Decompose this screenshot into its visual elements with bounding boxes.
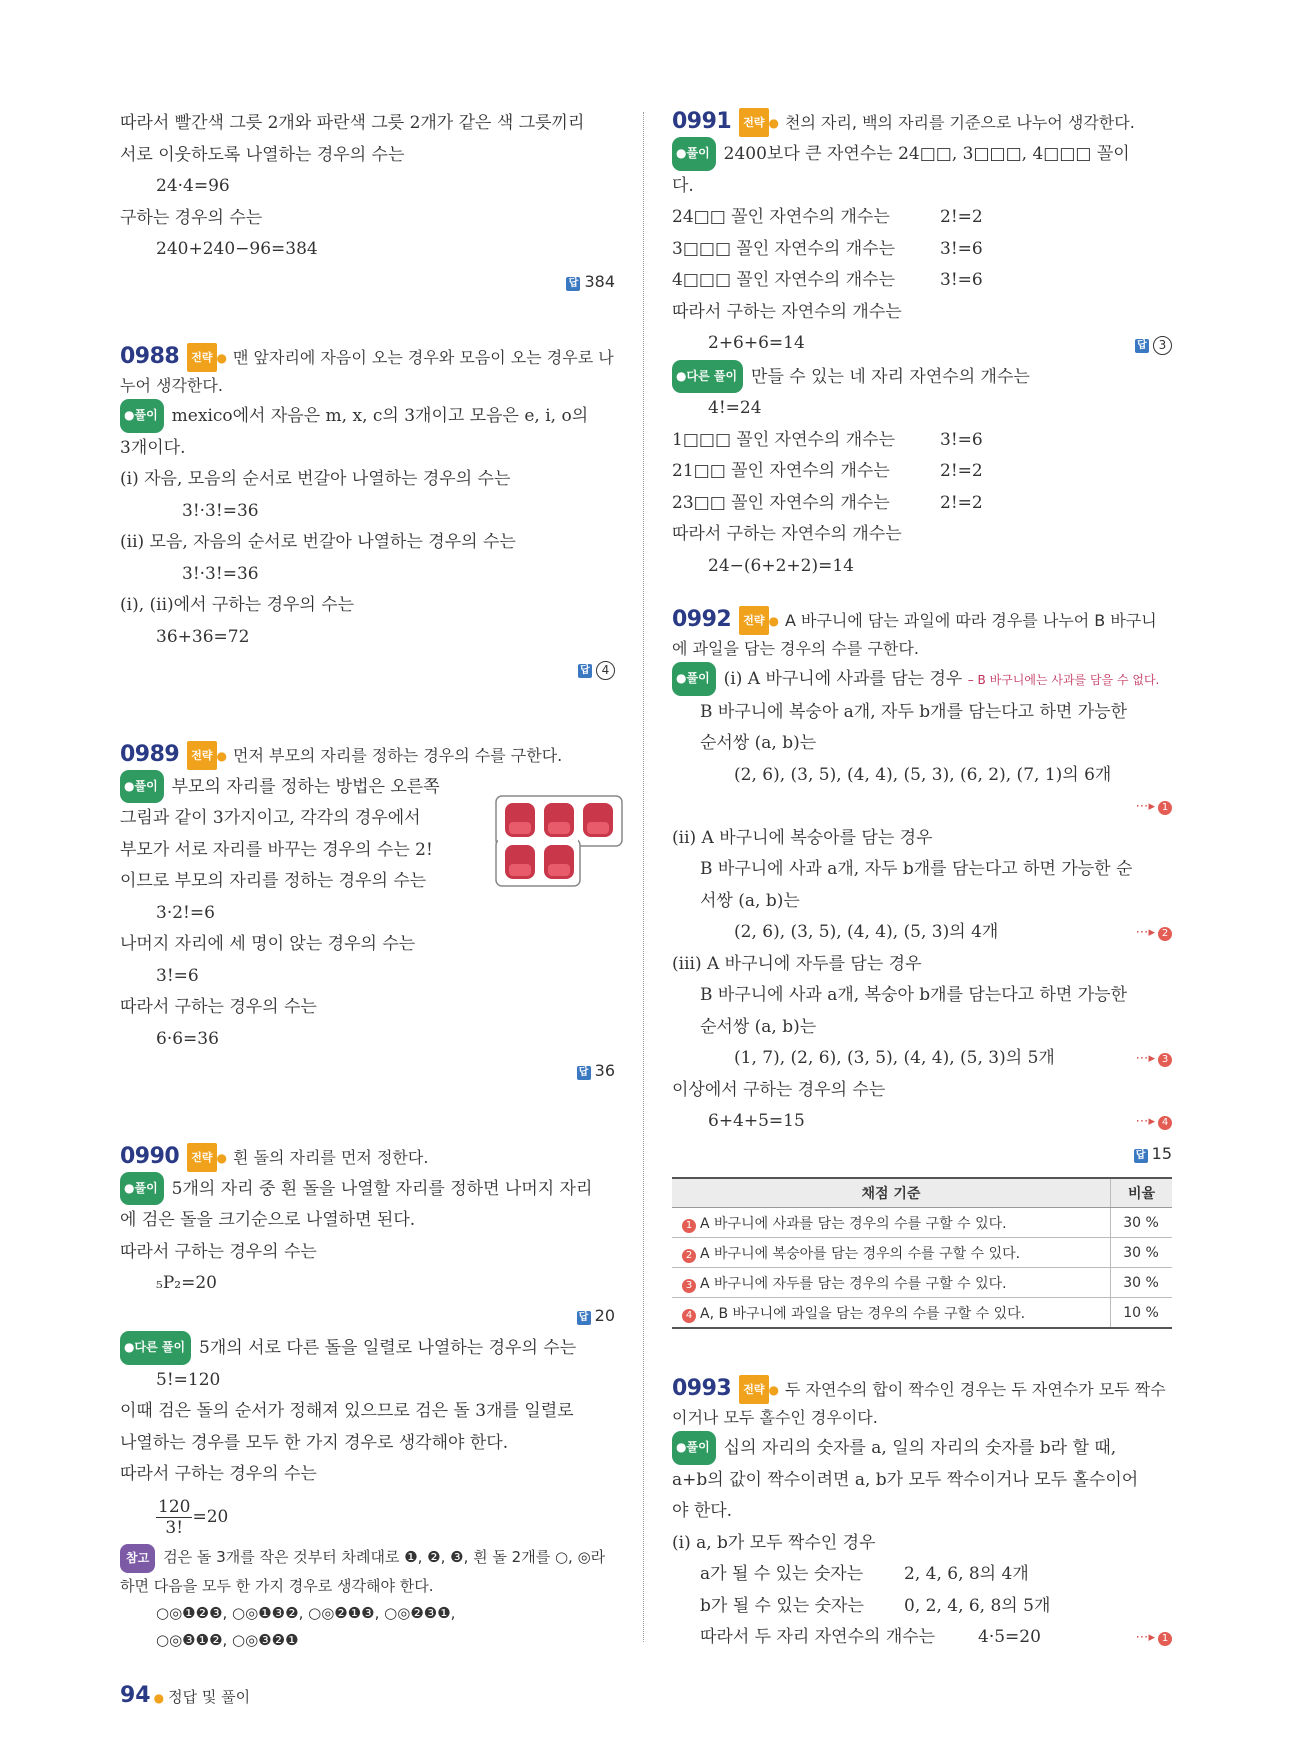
strategy-text: 흰 돌의 자리를 먼저 정한다. (232, 1147, 429, 1167)
text-line: 나머지 자리에 세 명이 앉는 경우의 수는 (120, 934, 416, 954)
footer-dot-icon: ● (153, 1691, 165, 1705)
note-tag: 참고 (120, 1544, 155, 1573)
text-line: 나열하는 경우를 모두 한 가지 경우로 생각해야 한다. (120, 1432, 509, 1453)
answer-value: 384 (584, 271, 615, 291)
text-line: (i) a, b가 모두 짝수인 경우 (672, 1532, 876, 1553)
fraction-equation: $\frac{120}{3!}$ =20 (158, 1496, 229, 1538)
score-marker: ⋯▸ 1 (1135, 791, 1172, 823)
table-row: 4 A, B 바구니에 과일을 담는 경우의 수를 구할 수 있다. 10 % (672, 1298, 1172, 1329)
text-line: ●다른 풀이 만들 수 있는 네 자리 자연수의 개수는 (672, 360, 1172, 394)
equation: 24−(6+2+2)=14 (708, 555, 854, 576)
answer-icon: 답 (578, 664, 592, 678)
tag-dot-icon: ● (768, 614, 779, 628)
text-line: 다. (672, 175, 694, 196)
table-header: 채점 기준 (672, 1178, 1111, 1208)
solution-tag: ●풀이 (672, 1431, 716, 1465)
text-line: (i) 자음, 모음의 순서로 번갈아 나열하는 경우의 수는 (120, 469, 511, 489)
answer-line (120, 1055, 615, 1087)
solution-tag: ●풀이 (672, 137, 716, 171)
text-line: 23□□ 꼴인 자연수의 개수는 2!=2 (672, 492, 983, 513)
tag-dot-icon: ● (768, 1383, 779, 1397)
equation: ₅P₂=20 (156, 1273, 217, 1293)
text-line: 따라서 빨간색 그릇 2개와 파란색 그릇 2개가 같은 색 그릇끼리 (120, 113, 585, 133)
text-line: 4□□□ 꼴인 자연수의 개수는 3!=6 (672, 270, 983, 290)
solution-tag: ●풀이 (120, 770, 164, 804)
text-line: ●풀이 (i) A 바구니에 사과를 담는 경우 – B 바구니에는 사과를 담을 수 없다. (672, 662, 1172, 697)
text-line: 야 한다. (672, 1501, 733, 1521)
text-line: B 바구니에 사과 a개, 복숭아 b개를 담는다고 하면 가능한 (700, 985, 1128, 1005)
scoring-table (672, 1177, 1172, 1329)
table-row: 2 A 바구니에 복숭아를 담는 경우의 수를 구할 수 있다. 30 % (672, 1238, 1172, 1268)
text-line: 따라서 구하는 경우의 수는 (120, 1464, 317, 1484)
text-line: 순서쌍 (a, b)는 (700, 1016, 817, 1037)
problem-number: 0993 (672, 1376, 732, 1401)
equation: 2+6+6=14 답 3 (672, 328, 1172, 360)
text-line: ●풀이 5개의 자리 중 흰 돌을 나열할 자리를 정하면 나머지 자리 (120, 1172, 615, 1206)
text-line: 3개이다. (120, 437, 186, 458)
strategy-text: A 바구니에 담는 과일에 따라 경우를 나누어 B 바구니에 과일을 담는 경우의 수를 구한다. (672, 611, 1157, 658)
text-line: 이상에서 구하는 경우의 수는 (672, 1079, 886, 1100)
strategy-tag: 전략 (187, 1143, 216, 1172)
equation: (2, 6), (3, 5), (4, 4), (5, 3), (6, 2), (7, 1)의 6개 (734, 764, 1112, 785)
tag-dot-icon: ● (216, 1150, 227, 1165)
alt-solution-tag: ●다른 풀이 (672, 360, 743, 394)
answer-line (120, 266, 615, 298)
problem-0988-header (120, 343, 615, 399)
score-marker: ⋯▸ 2 (1135, 917, 1172, 949)
text-line: B 바구니에 사과 a개, 자두 b개를 담는다고 하면 가능한 순 (700, 859, 1133, 879)
note-line: ○◎❸❶❷, ○◎❸❷❶ (156, 1630, 299, 1649)
answer-value: 20 (594, 1305, 615, 1325)
note-line: ○◎❶❷❸, ○◎❶❸❷, ○◎❷❶❸, ○◎❷❸❶, (156, 1603, 456, 1622)
table-header: 비율 (1111, 1178, 1173, 1208)
text-line: 서로 이웃하도록 나열하는 경우의 수는 (120, 144, 405, 165)
answer-value: 3 (1153, 336, 1172, 355)
text-line: 그림과 같이 3가지이고, 각각의 경우에서 (120, 808, 421, 828)
text-line: ●풀이 mexico에서 자음은 m, x, c의 3개이고 모음은 e, i, o의 (120, 399, 615, 433)
text-line: 24□□ 꼴인 자연수의 개수는 2!=2 (672, 207, 983, 227)
answer-icon: 답 (566, 277, 580, 291)
text-line: (iii) A 바구니에 자두를 담는 경우 (672, 953, 922, 974)
equation: 4!=24 (708, 398, 762, 418)
equation: (2, 6), (3, 5), (4, 4), (5, 3)의 4개 ⋯▸ 2 (672, 917, 1172, 949)
tag-dot-icon: ● (768, 116, 779, 130)
right-column (672, 108, 1172, 1654)
score-marker: ⋯▸ 1 (1135, 1622, 1172, 1654)
equation: 24·4=96 (156, 176, 230, 196)
table-row: 1 A 바구니에 사과를 담는 경우의 수를 구할 수 있다. 30 % (672, 1208, 1172, 1238)
equation: 3!·3!=36 (182, 500, 259, 521)
text-line: 순서쌍 (a, b)는 (700, 733, 817, 753)
equation: 3!·3!=36 (182, 563, 259, 584)
equation: 3!=6 (156, 965, 199, 986)
text-line: b가 될 수 있는 숫자는 0, 2, 4, 6, 8의 5개 (700, 1595, 1051, 1616)
text-line: 1□□□ 꼴인 자연수의 개수는 3!=6 (672, 429, 983, 450)
answer-value: 36 (594, 1061, 615, 1080)
text-line: 이때 검은 돌의 순서가 정해져 있으므로 검은 돌 3개를 일렬로 (120, 1401, 574, 1421)
solution-tag: ●풀이 (120, 1172, 164, 1206)
text-line: 부모가 서로 자리를 바꾸는 경우의 수는 2! (120, 839, 433, 860)
text-line: a가 될 수 있는 숫자는 2, 4, 6, 8의 4개 (700, 1564, 1029, 1584)
problem-number: 0989 (120, 741, 180, 767)
strategy-tag: 전략 (187, 741, 216, 770)
answer-line (120, 1300, 615, 1332)
note-line: 하면 다음을 모두 한 가지 경우로 생각해야 한다. (120, 1576, 434, 1595)
text-line: ●다른 풀이 5개의 서로 다른 돌을 일렬로 나열하는 경우의 수는 (120, 1331, 615, 1365)
text-line: 따라서 구하는 자연수의 개수는 (672, 524, 902, 544)
text-line: 이므로 부모의 자리를 정하는 경우의 수는 (120, 871, 427, 891)
text-line: (ii) 모음, 자음의 순서로 번갈아 나열하는 경우의 수는 (120, 532, 516, 552)
strategy-tag: 전략 (187, 343, 216, 372)
score-marker: ⋯▸ 3 (1135, 1043, 1172, 1075)
solution-tag: ●풀이 (672, 662, 716, 696)
text-line: (i), (ii)에서 구하는 경우의 수는 (120, 595, 355, 615)
answer-icon: 답 (1134, 1149, 1148, 1163)
equation: 6·6=36 (156, 1028, 219, 1049)
problem-number: 0991 (672, 109, 732, 134)
equation: 36+36=72 (156, 626, 250, 647)
fraction: $\frac{120}{3!}$ (158, 1496, 191, 1538)
text-line: 따라서 구하는 자연수의 개수는 (672, 301, 902, 322)
problem-number: 0992 (672, 607, 732, 632)
answer-line (1135, 328, 1172, 360)
text-line: 따라서 구하는 경우의 수는 (120, 997, 317, 1017)
problem-0989-header (120, 741, 615, 770)
answer-line (672, 1138, 1172, 1170)
problem-0990-header (120, 1143, 615, 1172)
answer-value: 4 (596, 661, 615, 680)
tag-dot-icon: ● (216, 748, 227, 763)
answer-icon: 답 (577, 1066, 591, 1080)
answer-icon: 답 (1135, 339, 1149, 353)
marker-line (672, 791, 1172, 823)
column-divider (643, 112, 644, 1642)
seating-diagram (495, 795, 623, 887)
problem-number: 0988 (120, 344, 180, 369)
answer-value: 15 (1151, 1143, 1172, 1163)
text-line: 서쌍 (a, b)는 (700, 890, 800, 911)
equation: (1, 7), (2, 6), (3, 5), (4, 4), (5, 3)의 5개 ⋯▸ 3 (672, 1043, 1172, 1075)
answer-icon: 답 (577, 1311, 591, 1325)
alt-solution-tag: ●다른 풀이 (120, 1331, 191, 1365)
equation: 5!=120 (156, 1369, 221, 1390)
footer-label: 정답 및 풀이 (168, 1688, 251, 1706)
text-line: 21□□ 꼴인 자연수의 개수는 2!=2 (672, 461, 983, 481)
side-note: – B 바구니에는 사과를 담을 수 없다. (967, 673, 1160, 687)
text-line: 따라서 두 자리 자연수의 개수는 4·5=20 ⋯▸ 1 (672, 1622, 1172, 1654)
problem-number: 0990 (120, 1143, 180, 1169)
strategy-tag: 전략 (739, 1375, 768, 1404)
note-line: 참고 검은 돌 3개를 작은 것부터 차례대로 ❶, ❷, ❸, 흰 돌 2개를 ○, ◎라 (120, 1544, 615, 1573)
solution-tag: ●풀이 (120, 399, 164, 433)
table-row: 3 A 바구니에 자두를 담는 경우의 수를 구할 수 있다. 30 % (672, 1268, 1172, 1298)
strategy-tag: 전략 (739, 108, 768, 137)
strategy-text: 두 자연수의 합이 짝수인 경우는 두 자연수가 모두 짝수이거나 모두 홀수인 경우이다. (672, 1380, 1166, 1427)
text-line: 에 검은 돌을 크기순으로 나열하면 된다. (120, 1210, 416, 1230)
text-line: 따라서 구하는 경우의 수는 (120, 1241, 317, 1262)
text-line: ●풀이 십의 자리의 숫자를 a, 일의 자리의 숫자를 b라 할 때, (672, 1431, 1172, 1465)
tag-dot-icon: ● (216, 351, 227, 365)
text-line: (ii) A 바구니에 복숭아를 담는 경우 (672, 827, 933, 848)
page-footer (120, 1683, 250, 1708)
strategy-text: 먼저 부모의 자리를 정하는 경우의 수를 구한다. (232, 745, 563, 765)
problem-0993-header (672, 1375, 1172, 1431)
strategy-text: 맨 앞자리에 자음이 오는 경우와 모음이 오는 경우로 나누어 생각한다. (120, 348, 614, 395)
problem-0991-header (672, 108, 1172, 137)
strategy-text: 천의 자리, 백의 자리를 기준으로 나누어 생각한다. (784, 113, 1135, 132)
score-marker: ⋯▸ 4 (1135, 1106, 1172, 1138)
equation: 240+240−96=384 (156, 239, 318, 259)
text-line: 3□□□ 꼴인 자연수의 개수는 3!=6 (672, 238, 983, 259)
equation: 6+4+5=15 ⋯▸ 4 (672, 1106, 1172, 1138)
problem-0992-header (672, 606, 1172, 662)
text-line: ●풀이 2400보다 큰 자연수는 24□□, 3□□□, 4□□□ 꼴이 (672, 137, 1172, 171)
text-line: B 바구니에 복숭아 a개, 자두 b개를 담는다고 하면 가능한 (700, 701, 1128, 722)
equation: 3·2!=6 (156, 902, 215, 923)
text-line: a+b의 값이 짝수이려면 a, b가 모두 짝수이거나 모두 홀수이어 (672, 1469, 1139, 1490)
page-number: 94 (120, 1683, 151, 1708)
answer-line (120, 653, 615, 685)
strategy-tag: 전략 (739, 606, 768, 635)
text-line: ●풀이 부모의 자리를 정하는 방법은 오른쪽 (120, 770, 615, 804)
text-line: 구하는 경우의 수는 (120, 207, 263, 228)
